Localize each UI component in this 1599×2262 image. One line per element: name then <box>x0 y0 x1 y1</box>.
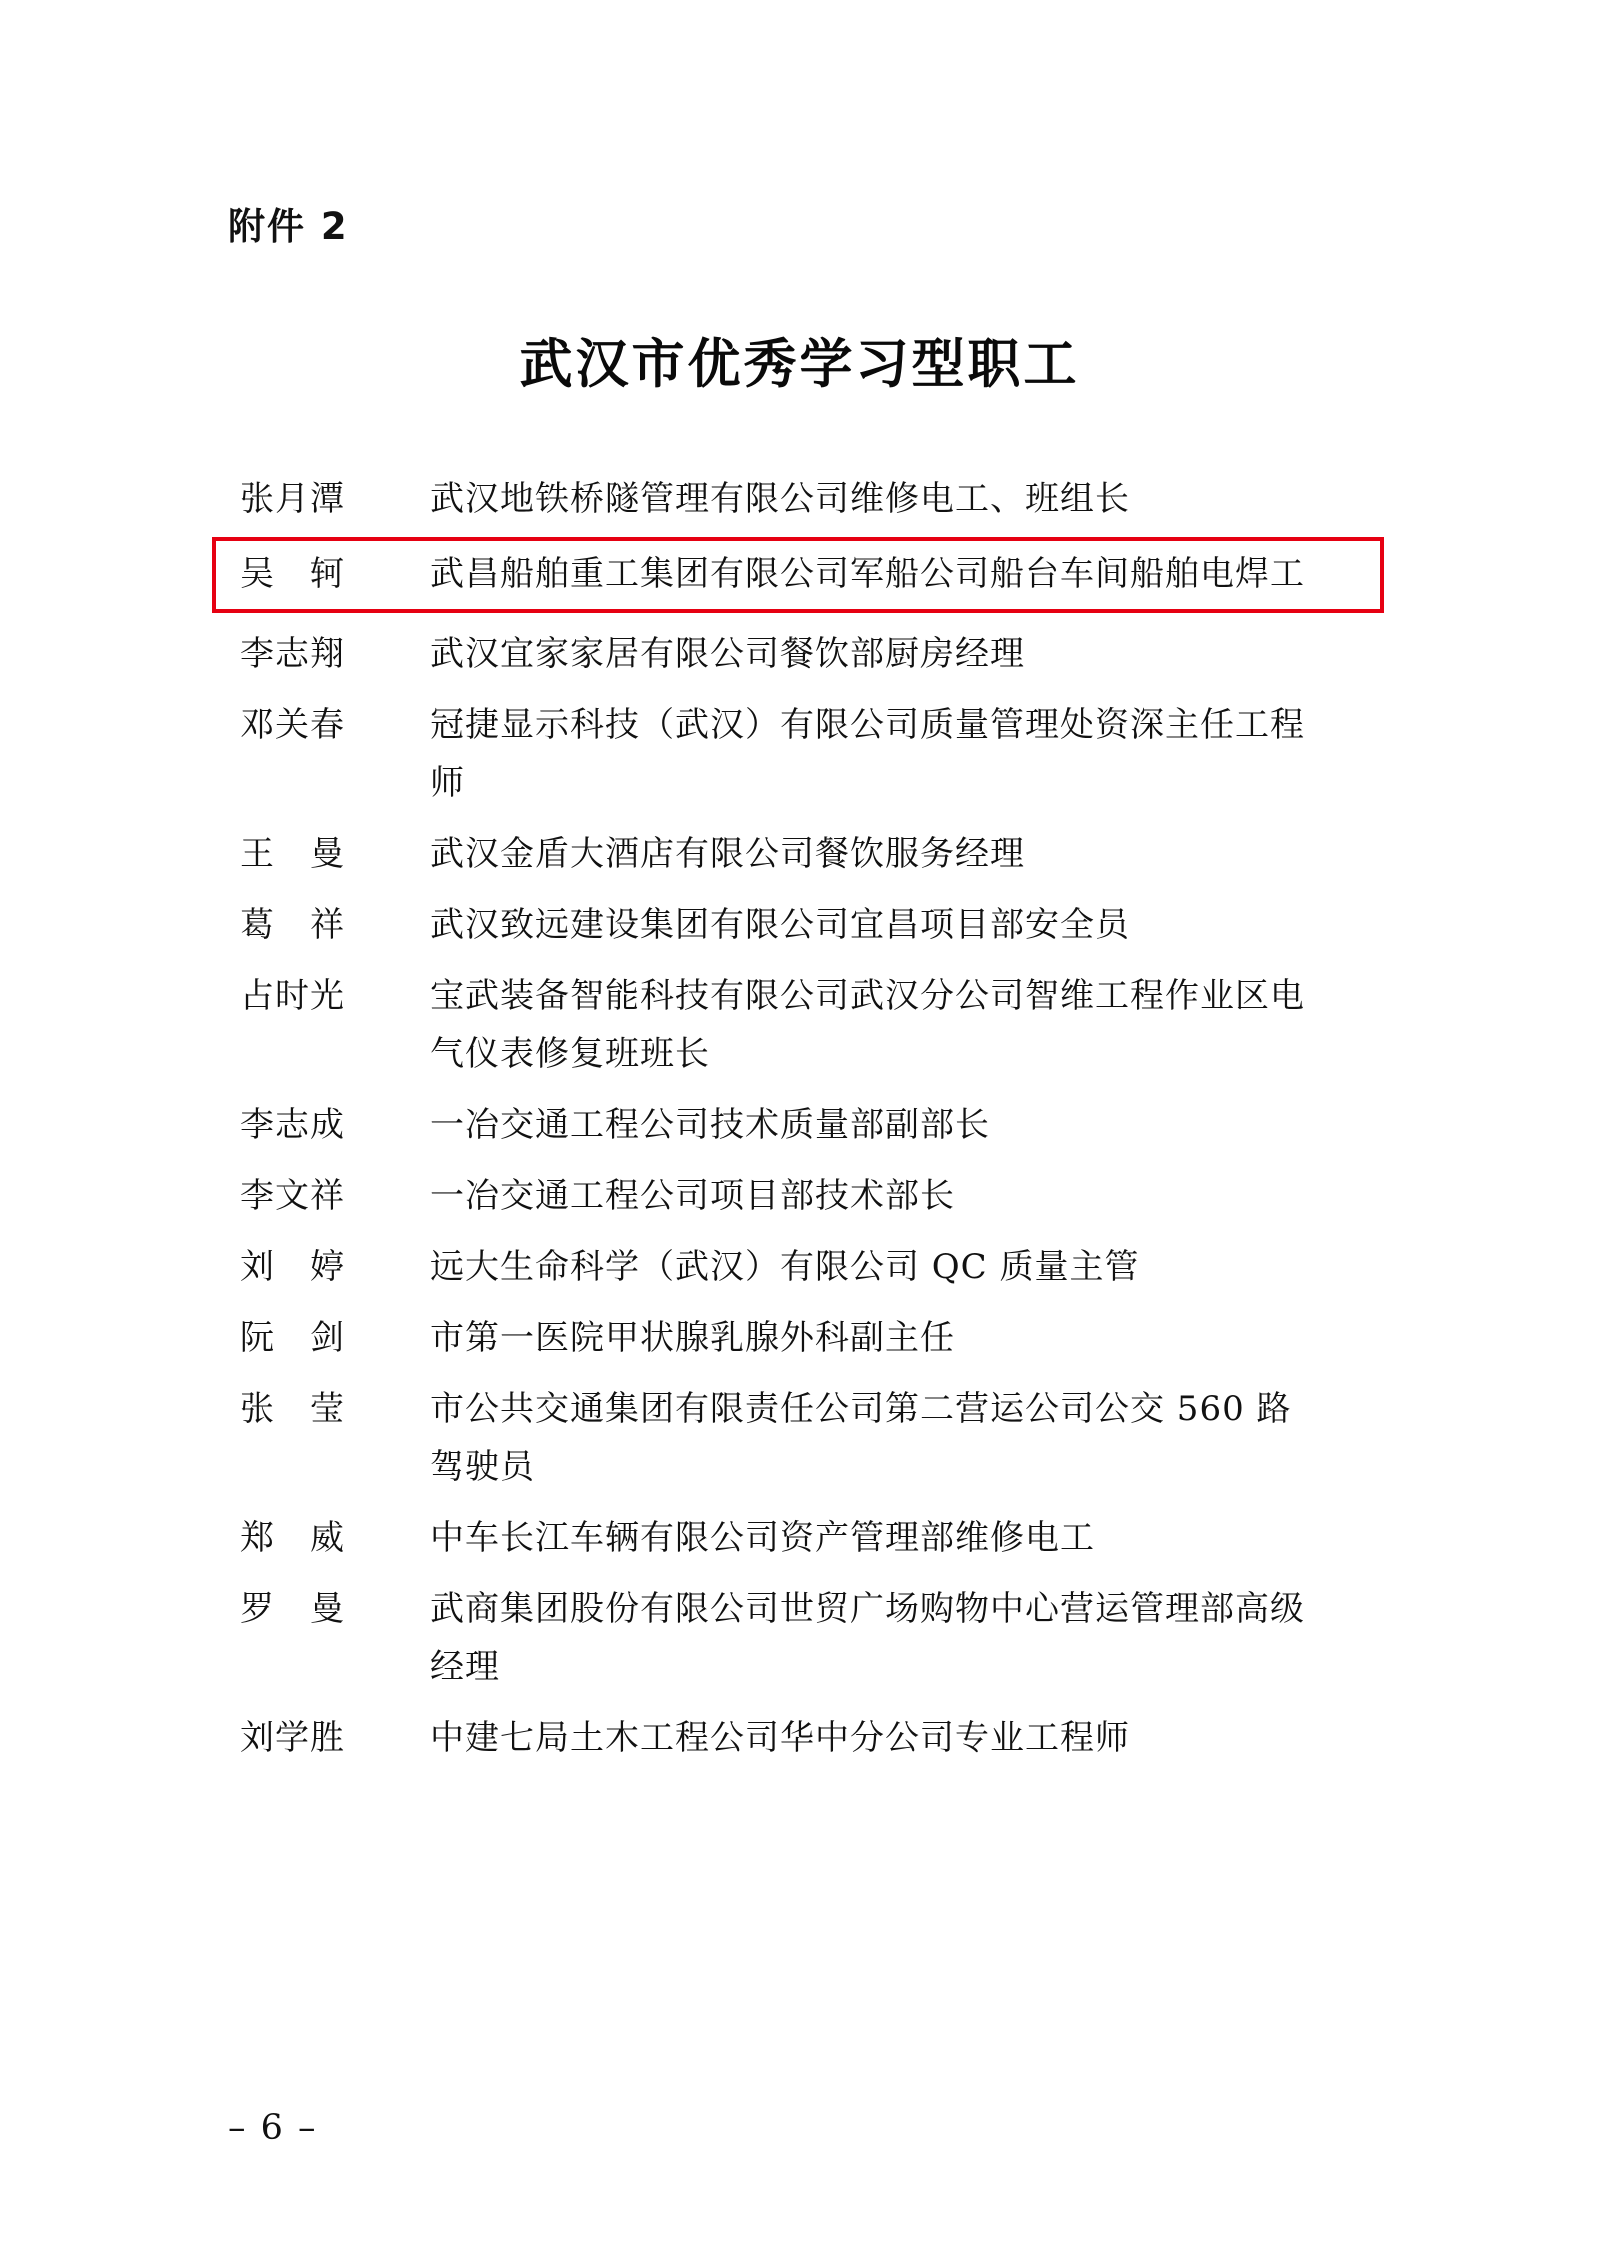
honoree-name: 张 莹 <box>240 1389 345 1429</box>
honoree-description: 宝武装备智能科技有限公司武汉分公司智维工程作业区电气仪表修复班班长 <box>430 976 1305 1074</box>
honoree-description: 中车长江车辆有限公司资产管理部维修电工 <box>430 1518 1095 1558</box>
honoree-description: 武商集团股份有限公司世贸广场购物中心营运管理部高级经理 <box>430 1589 1305 1687</box>
list-item <box>240 1309 1370 1367</box>
honoree-description: 武汉金盾大酒店有限公司餐饮服务经理 <box>430 834 1025 874</box>
list-item <box>240 1709 1370 1767</box>
list-item <box>240 896 1370 954</box>
honoree-name: 李志成 <box>240 1105 345 1145</box>
list-item <box>240 696 1370 812</box>
honoree-name: 王 曼 <box>240 834 345 874</box>
honoree-name: 郑 威 <box>240 1518 345 1558</box>
honoree-description: 武昌船舶重工集团有限公司军船公司船台车间船舶电焊工 <box>430 554 1305 594</box>
page-title: 武汉市优秀学习型职工 <box>519 333 1080 395</box>
honoree-name: 刘学胜 <box>240 1718 345 1758</box>
list-item <box>240 625 1370 683</box>
attachment-label: 附件 2 <box>228 205 349 248</box>
list-item <box>240 1380 1370 1496</box>
honoree-name: 李文祥 <box>240 1176 345 1216</box>
list-item <box>240 1167 1370 1225</box>
honoree-description: 市第一医院甲状腺乳腺外科副主任 <box>430 1318 955 1358</box>
honoree-name: 邓关春 <box>240 705 345 745</box>
honoree-description: 一冶交通工程公司项目部技术部长 <box>430 1176 955 1216</box>
honoree-list <box>240 470 1370 1780</box>
honoree-name: 张月潭 <box>240 479 345 519</box>
list-item <box>216 541 1380 609</box>
list-item <box>240 1509 1370 1567</box>
honoree-description: 远大生命科学（武汉）有限公司 QC 质量主管 <box>430 1247 1140 1287</box>
honoree-description: 武汉致远建设集团有限公司宜昌项目部安全员 <box>430 905 1130 945</box>
page-number: – 6 – <box>228 2108 318 2148</box>
honoree-description: 武汉地铁桥隧管理有限公司维修电工、班组长 <box>430 479 1130 519</box>
honoree-name: 葛 祥 <box>240 905 345 945</box>
honoree-description: 市公共交通集团有限责任公司第二营运公司公交 560 路驾驶员 <box>430 1389 1292 1487</box>
list-item <box>240 1096 1370 1154</box>
honoree-description: 冠捷显示科技（武汉）有限公司质量管理处资深主任工程师 <box>430 705 1305 803</box>
honoree-description: 中建七局土木工程公司华中分公司专业工程师 <box>430 1718 1130 1758</box>
honoree-name: 刘 婷 <box>240 1247 345 1287</box>
honoree-description: 武汉宜家家居有限公司餐饮部厨房经理 <box>430 634 1025 674</box>
list-item <box>240 470 1370 528</box>
honoree-name: 占时光 <box>240 976 345 1016</box>
list-item <box>240 967 1370 1083</box>
honoree-description: 一冶交通工程公司技术质量部副部长 <box>430 1105 990 1145</box>
honoree-name: 李志翔 <box>240 634 345 674</box>
list-item <box>240 825 1370 883</box>
honoree-name: 罗 曼 <box>240 1589 345 1629</box>
honoree-name: 吴 轲 <box>240 554 345 594</box>
list-item <box>240 1238 1370 1296</box>
list-item <box>240 1580 1370 1696</box>
honoree-name: 阮 剑 <box>240 1318 345 1358</box>
